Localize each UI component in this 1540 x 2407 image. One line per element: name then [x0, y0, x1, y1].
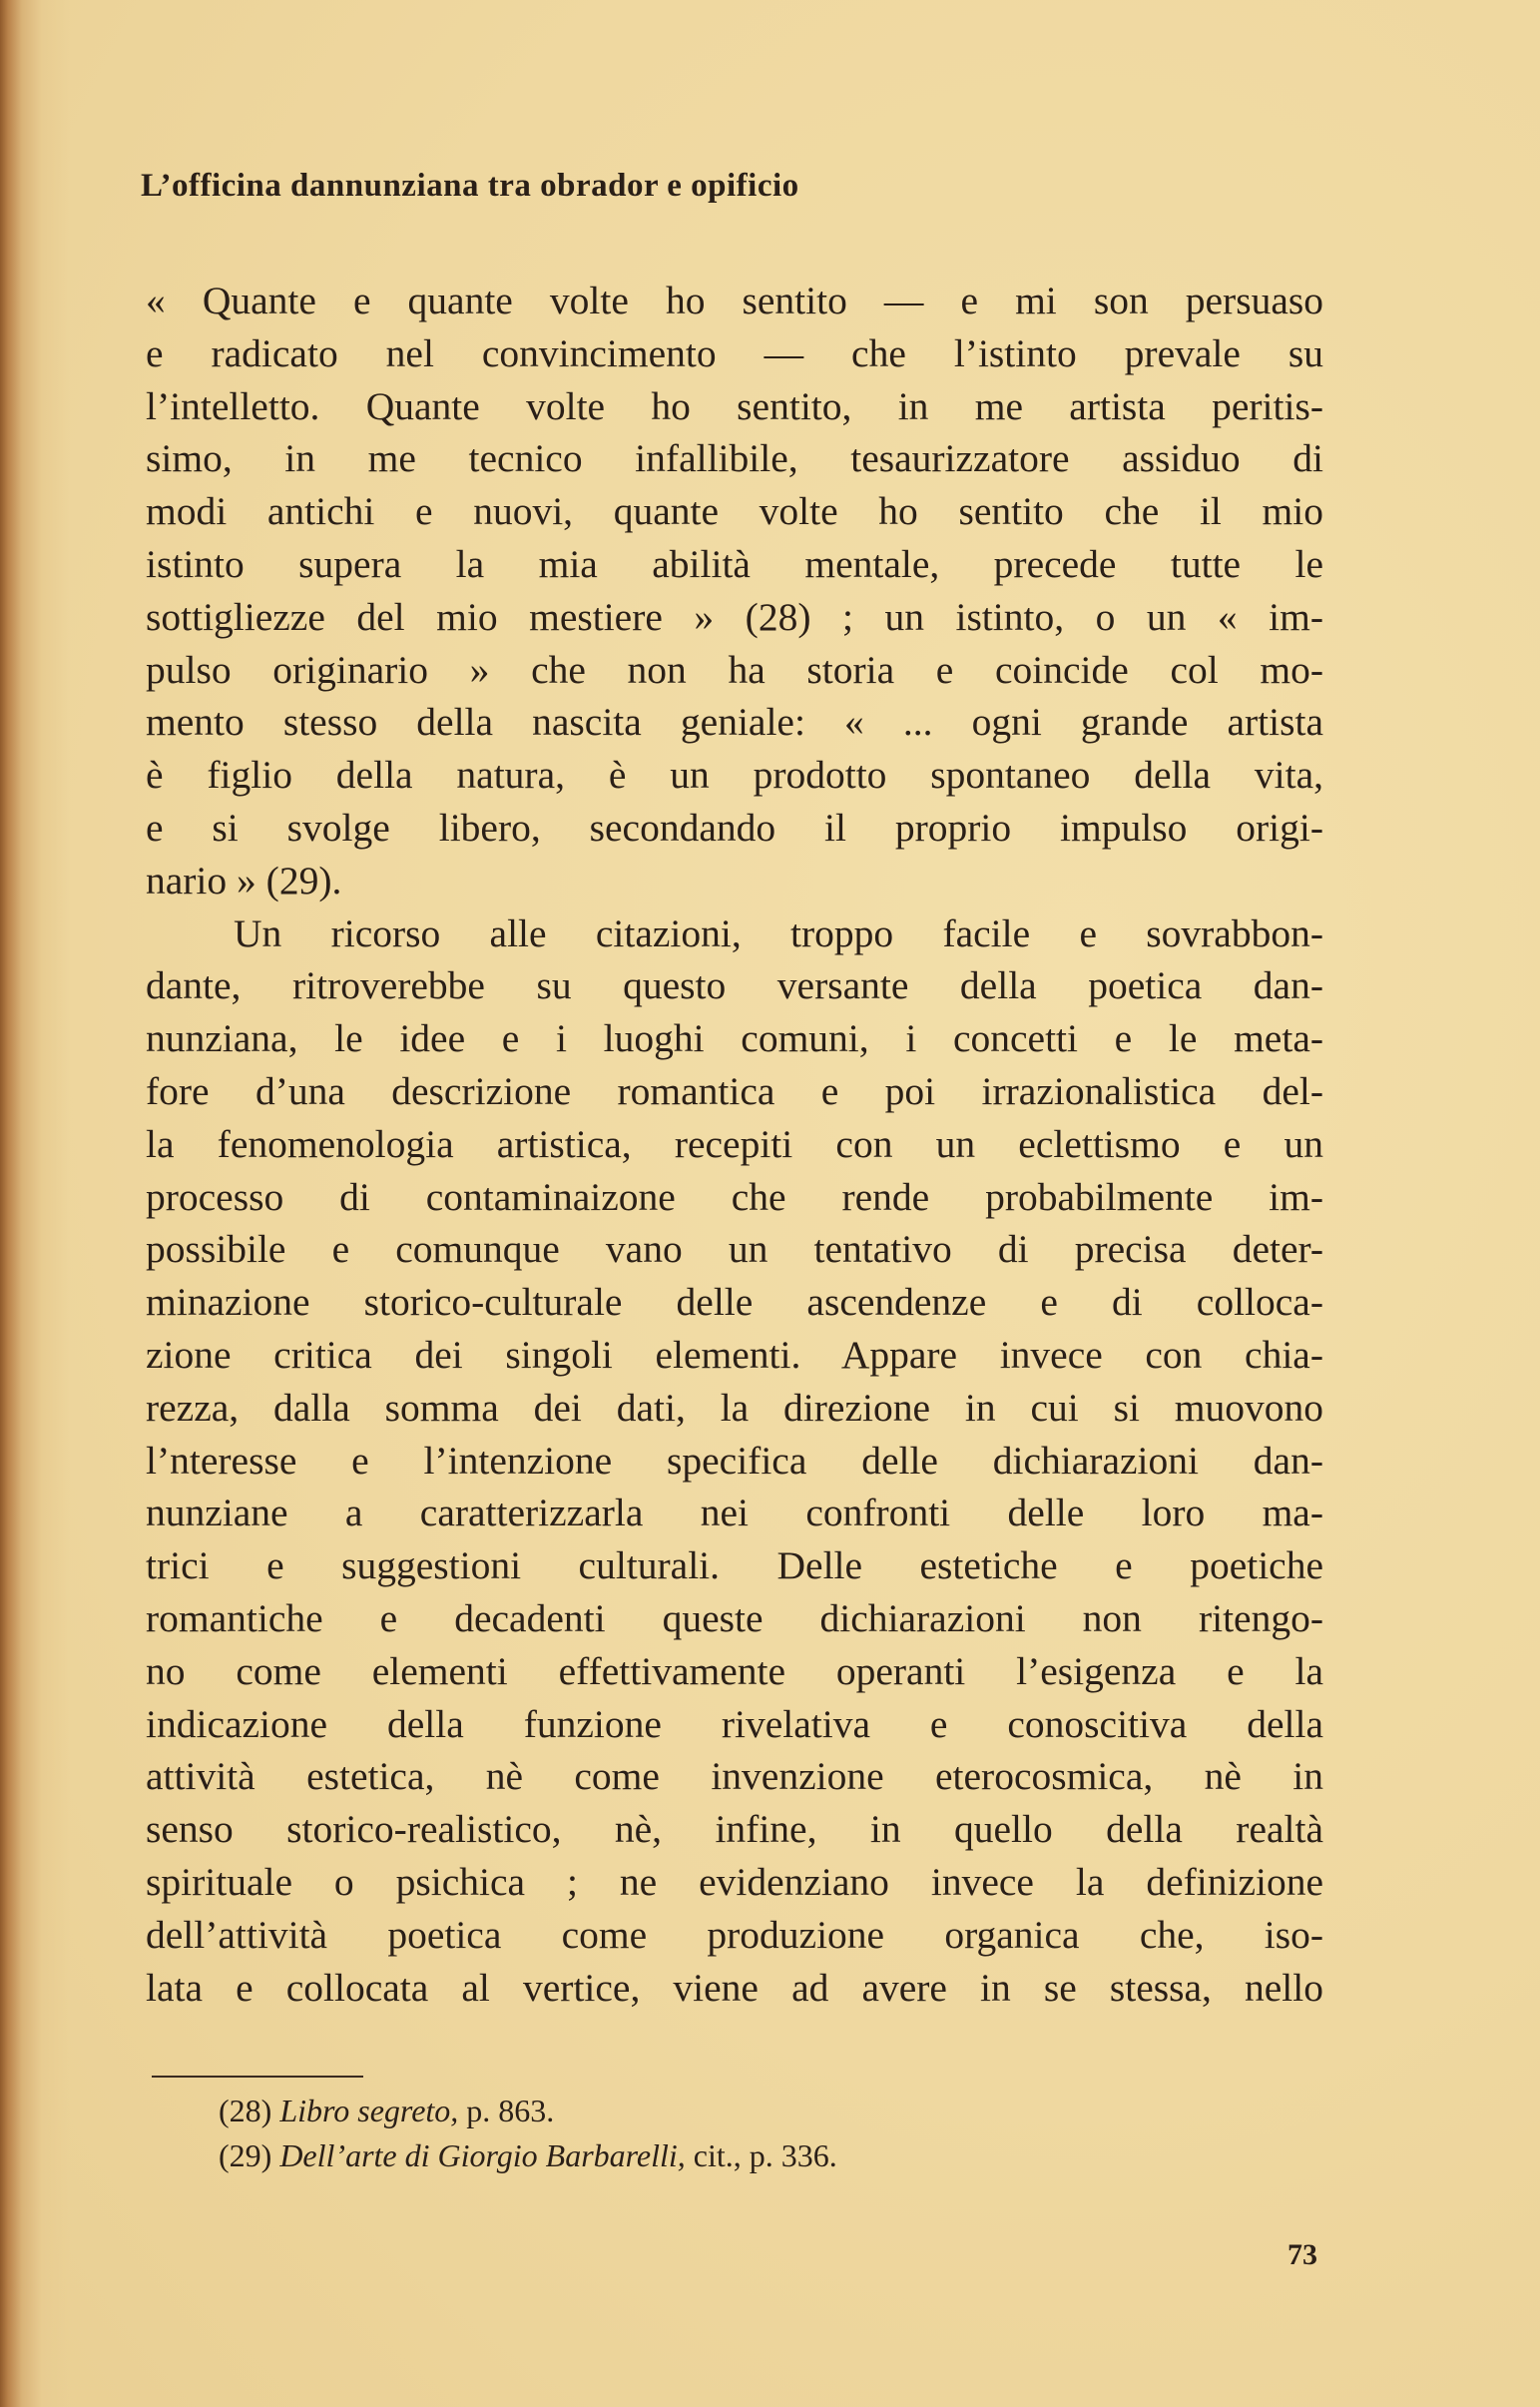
text-line: fore d’una descrizione romantica e poi irrazionalistica del-: [146, 1068, 1323, 1113]
text-line: dell’attività poetica come produzione organica che, iso-: [146, 1912, 1323, 1957]
text-line: l’nteresse e l’intenzione specifica delle dichiarazioni dan-: [146, 1438, 1323, 1483]
text-line: processo di contaminaizone che rende probabilmente im-: [146, 1174, 1323, 1219]
text-line: dante, ritroverebbe su questo versante della poetica dan-: [146, 963, 1323, 1008]
text-line: nunziana, le idee e i luoghi comuni, i concetti e le meta-: [146, 1016, 1323, 1061]
text-line: nario » (29).: [146, 858, 342, 903]
footnote-rule: [152, 2076, 363, 2078]
text-line: lata e collocata al vertice, viene ad avere in se stessa, nello: [146, 1965, 1323, 2010]
text-line: istinto supera la mia abilità mentale, precede tutte le: [146, 541, 1323, 586]
text-line: e radicato nel convincimento — che l’istinto prevale su: [146, 330, 1323, 375]
footnote-title: Libro segreto,: [279, 2093, 459, 2128]
footnote-reference: p. 863.: [466, 2093, 555, 2128]
text-line: senso storico-realistico, nè, infine, in quello della realtà: [146, 1807, 1323, 1852]
footnote-reference: cit., p. 336.: [693, 2137, 837, 2173]
footnote-title: Dell’arte di Giorgio Barbarelli,: [279, 2137, 686, 2173]
footnote-number: (28): [219, 2093, 272, 2128]
text-line: romantiche e decadenti queste dichiarazioni non ritengo-: [146, 1595, 1323, 1640]
text-line: Un ricorso alle citazioni, troppo facile e sovrabbon-: [234, 910, 1323, 955]
text-line: simo, in me tecnico infallibile, tesaurizzatore assiduo di: [146, 436, 1323, 481]
body-text: [146, 275, 1323, 2014]
running-head: L’officina dannunziana tra obrador e opificio: [141, 168, 799, 204]
page-number: 73: [1287, 2238, 1317, 2271]
text-line: l’intelletto. Quante volte ho sentito, in me artista peritis-: [146, 383, 1323, 428]
text-line: « Quante e quante volte ho sentito — e mi son persuaso: [146, 279, 1323, 322]
text-line: spirituale o psichica ; ne evidenziano invece la definizione: [146, 1859, 1323, 1904]
text-line: minazione storico-culturale delle ascendenze e di colloca-: [146, 1280, 1323, 1325]
text-line: modi antichi e nuovi, quante volte ho sentito che il mio: [146, 489, 1323, 534]
footnote-29: [219, 2133, 837, 2178]
footnote-number: (29): [219, 2137, 272, 2173]
text-line: attività estetica, nè come invenzione eterocosmica, nè in: [146, 1754, 1323, 1799]
text-line: no come elementi effettivamente operanti l’esigenza e la: [146, 1648, 1323, 1693]
text-line: indicazione della funzione rivelativa e conoscitiva della: [146, 1701, 1323, 1746]
text-line: trici e suggestioni culturali. Delle estetiche e poetiche: [146, 1543, 1323, 1588]
text-line: mento stesso della nascita geniale: « ... ogni grande artista: [146, 700, 1323, 745]
text-line: zione critica dei singoli elementi. Appare invece con chia-: [146, 1332, 1323, 1377]
text-line: rezza, dalla somma dei dati, la direzione in cui si muovono: [146, 1385, 1323, 1430]
text-line: è figlio della natura, è un prodotto spontaneo della vita,: [146, 753, 1323, 798]
footnote-28: [219, 2089, 837, 2133]
footnotes: [219, 2089, 837, 2178]
text-line: sottigliezze del mio mestiere » (28) ; un istinto, o un « im-: [146, 594, 1323, 639]
text-line: la fenomenologia artistica, recepiti con un eclettismo e un: [146, 1121, 1323, 1166]
text-line: possibile e comunque vano un tentativo di precisa deter-: [146, 1227, 1323, 1272]
text-line: pulso originario » che non ha storia e coincide col mo-: [146, 647, 1323, 692]
text-line: e si svolge libero, secondando il proprio impulso origi-: [146, 805, 1323, 850]
text-line: nunziane a caratterizzarla nei confronti delle loro ma-: [146, 1491, 1323, 1535]
